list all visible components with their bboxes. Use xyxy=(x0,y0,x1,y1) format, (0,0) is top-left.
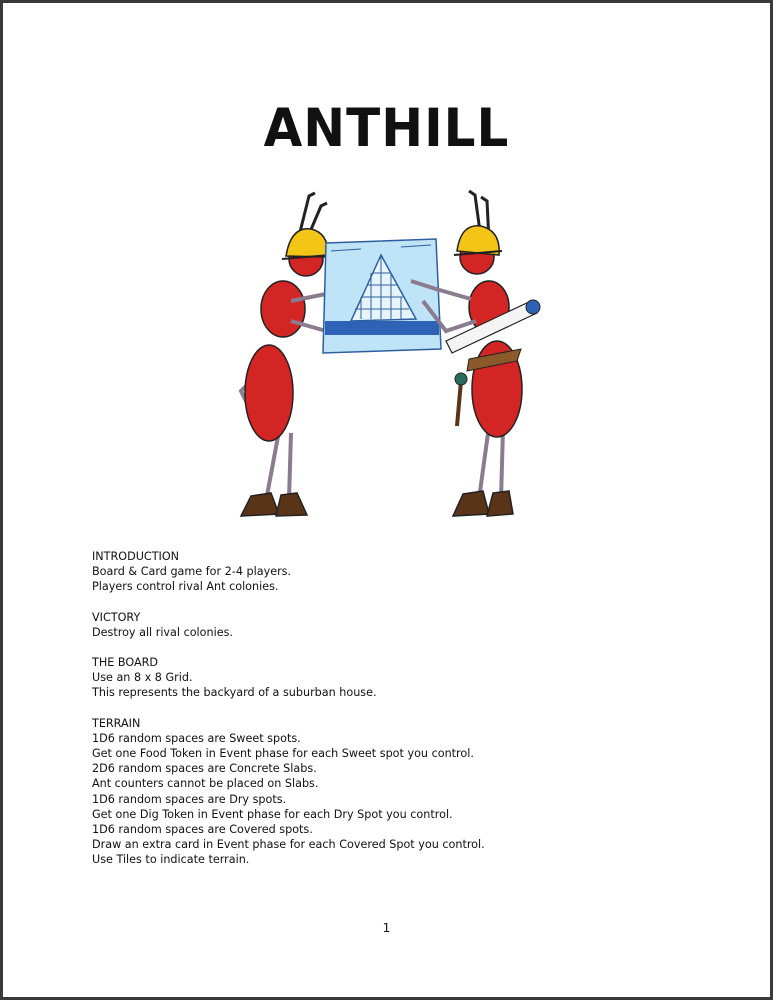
text-line: Use Tiles to indicate terrain. xyxy=(92,853,250,867)
victory-section xyxy=(92,610,692,640)
rules-content xyxy=(92,549,692,883)
terrain-section xyxy=(92,716,692,868)
text-line: Players control rival Ant colonies. xyxy=(92,580,279,594)
introduction-heading: INTRODUCTION xyxy=(92,550,180,563)
blueprint xyxy=(323,239,441,353)
text-line: Ant counters cannot be placed on Slabs. xyxy=(92,777,319,791)
text-line: Board & Card game for 2-4 players. xyxy=(92,565,292,579)
terrain-heading: TERRAIN xyxy=(92,716,141,730)
document-page xyxy=(3,3,770,997)
text-line: This represents the backyard of a suburban house. xyxy=(92,686,377,700)
text-line: Destroy all rival colonies. xyxy=(92,625,233,639)
document-title: ANTHILL xyxy=(263,97,510,159)
board-heading: THE BOARD xyxy=(92,656,158,670)
text-line: 2D6 random spaces are Concrete Slabs. xyxy=(92,762,317,776)
left-ant xyxy=(241,193,351,516)
victory-heading: VICTORY xyxy=(92,610,141,624)
text-line: Get one Dig Token in Event phase for each Dry Spot you control. xyxy=(92,807,453,821)
text-line: Get one Food Token in Event phase for each Sweet spot you control. xyxy=(92,747,474,761)
ants-blueprint-illustration xyxy=(231,181,551,526)
introduction-section xyxy=(92,549,692,595)
page-number: 1 xyxy=(382,921,391,935)
text-line: Use an 8 x 8 Grid. xyxy=(92,671,193,685)
text-line: Draw an extra card in Event phase for each Covered Spot you control. xyxy=(92,838,485,852)
text-line: 1D6 random spaces are Covered spots. xyxy=(92,823,313,837)
text-line: 1D6 random spaces are Dry spots. xyxy=(92,792,287,806)
text-line: 1D6 random spaces are Sweet spots. xyxy=(92,731,301,745)
board-section xyxy=(92,655,692,701)
